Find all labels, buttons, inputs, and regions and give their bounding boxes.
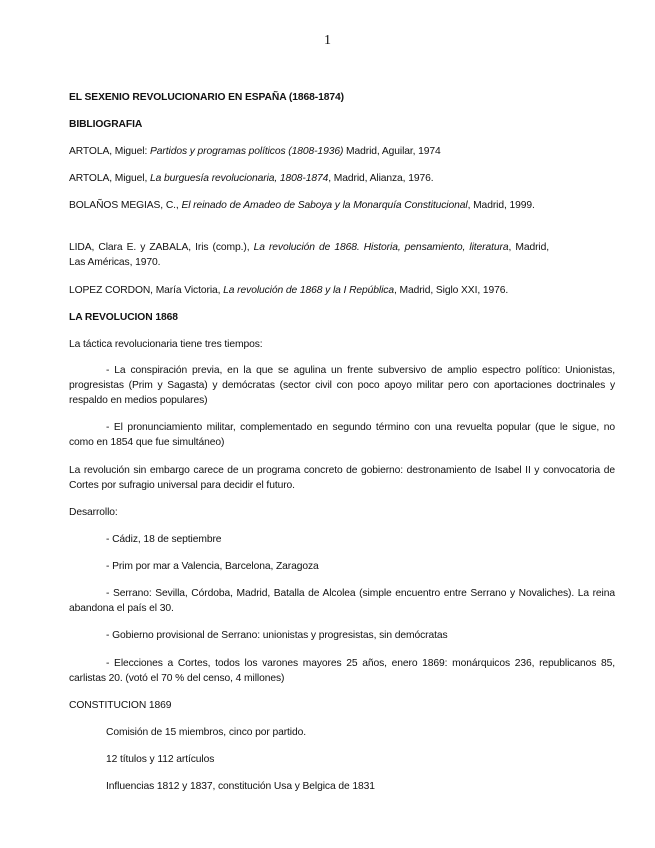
revolution-heading: LA REVOLUCION 1868: [69, 312, 178, 323]
page-number: 1: [324, 33, 331, 48]
constitution-item: 12 títulos y 112 artículos: [106, 754, 215, 765]
desarrollo-step: - Serrano: Sevilla, Córdoba, Madrid, Batalla de Alcolea (simple encuentro entre Serrano y Novaliches). La reina abandona el país el 30.: [69, 588, 615, 614]
entry-work: Partidos y programas políticos (1808-1936): [150, 146, 344, 157]
desarrollo-step: - Prim por mar a Valencia, Barcelona, Zaragoza: [106, 561, 319, 572]
bibliography-entry: [69, 240, 549, 270]
revolution-time-2: - El pronunciamiento militar, complementado en segundo término con una revuelta popular (que le sigue, no como en 1854 que fue simultáneo): [69, 422, 615, 448]
entry-publication: Madrid, Aguilar, 1974: [343, 146, 441, 157]
revolution-program: La revolución sin embargo carece de un programa concreto de gobierno: destronamiento de Isabel II y convocatoria de Cortes por sufragio universal para decidir el futuro.: [69, 465, 615, 491]
entry-author: LOPEZ CORDON, María Victoria,: [69, 285, 224, 296]
entry-work: La revolución de 1868. Historia, pensamiento, literatura: [253, 242, 509, 253]
bibliography-entry: [69, 198, 549, 213]
desarrollo-label: Desarrollo:: [69, 507, 118, 518]
entry-publication: , Madrid, Alianza, 1976.: [328, 173, 434, 184]
document-title: EL SEXENIO REVOLUCIONARIO EN ESPAÑA (1868-1874): [69, 92, 344, 103]
desarrollo-step: - Elecciones a Cortes, todos los varones mayores 25 años, enero 1869: monárquicos 236, republicanos 85, carlistas 20. (votó el 70 % del censo, 4 millones): [69, 658, 615, 684]
bibliography-entry: [69, 144, 615, 159]
bibliography-entry: [69, 283, 615, 298]
entry-publication: , Madrid, 1999.: [467, 200, 535, 211]
entry-author: LIDA, Clara E. y ZABALA, Iris (comp.),: [69, 242, 254, 253]
entry-publication: , Madrid, Las Américas, 1970.: [69, 242, 549, 268]
constitution-item: Influencias 1812 y 1837, constitución Usa y Belgica de 1831: [106, 781, 375, 792]
constitution-item: Comisión de 15 miembros, cinco por partido.: [106, 727, 307, 738]
revolution-time-1: - La conspiración previa, en la que se agulina un frente subversivo de amplio espectro político: Unionistas, progresistas (Prim y Sagasta) y demócratas (sector civil con poco apoyo militar pero con aportaciones doctrinales y respaldo en medios populares): [69, 365, 615, 406]
entry-publication: , Madrid, Siglo XXI, 1976.: [393, 285, 509, 296]
entry-author: ARTOLA, Miguel,: [69, 173, 151, 184]
desarrollo-step: - Gobierno provisional de Serrano: unionistas y progresistas, sin demócratas: [106, 630, 448, 641]
entry-work: La revolución de 1868 y la I República: [223, 285, 394, 296]
entry-author: ARTOLA, Miguel:: [69, 146, 151, 157]
desarrollo-step: - Cádiz, 18 de septiembre: [106, 534, 222, 545]
entry-work: El reinado de Amadeo de Saboya y la Monarquía Constitucional: [181, 200, 468, 211]
constitution-heading: CONSTITUCION 1869: [69, 700, 172, 711]
entry-author: BOLAÑOS MEGIAS, C.,: [69, 200, 182, 211]
revolution-intro: La táctica revolucionaria tiene tres tiempos:: [69, 339, 263, 350]
entry-work: La burguesía revolucionaria, 1808-1874: [150, 173, 329, 184]
bibliography-entry: [69, 171, 615, 186]
bibliography-heading: BIBLIOGRAFIA: [69, 119, 143, 130]
